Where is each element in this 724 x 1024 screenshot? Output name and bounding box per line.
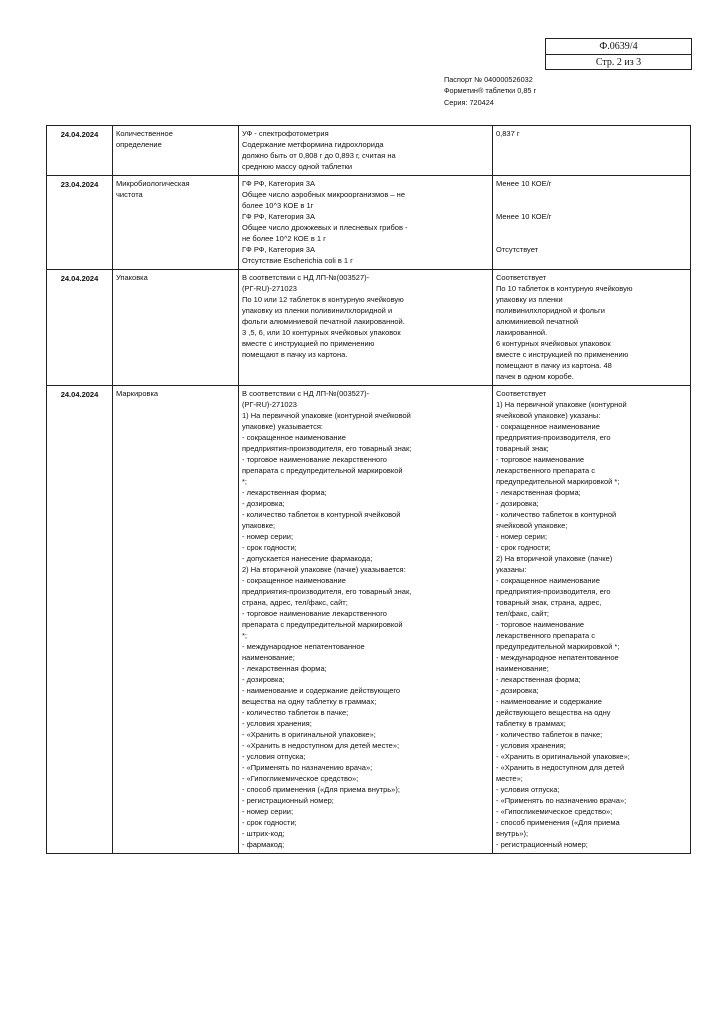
row-result-line: - сокращенное наименование bbox=[496, 576, 600, 585]
row-requirement-line: По 10 или 12 таблеток в контурную ячейковую bbox=[242, 295, 404, 304]
passport-header bbox=[444, 74, 536, 108]
row-requirement-line: *; bbox=[242, 631, 248, 640]
row-result-line: - «Хранить в недоступном для детей bbox=[496, 763, 625, 772]
row-requirement-line: - международное непатентованное bbox=[242, 642, 365, 651]
table-row bbox=[47, 270, 691, 386]
row-result-line bbox=[496, 200, 687, 211]
row-result-line: наименование; bbox=[496, 664, 549, 673]
row-requirement-line: - условия хранения; bbox=[242, 719, 312, 728]
row-parameter bbox=[113, 386, 239, 854]
row-requirement bbox=[239, 386, 493, 854]
row-requirement-line: - «Хранить в недоступном для детей месте»; bbox=[242, 741, 400, 750]
row-result-line: таблетку в граммах; bbox=[496, 719, 566, 728]
row-requirement-line: должно быть от 0,808 г до 0,893 г, считая на bbox=[242, 151, 396, 160]
row-requirement-line: - дозировка; bbox=[242, 675, 285, 684]
row-requirement-line: (РГ-RU)-271023 bbox=[242, 400, 297, 409]
table-row bbox=[47, 176, 691, 270]
page-info: Стр. 2 из 3 bbox=[546, 54, 691, 70]
row-result-line: 1) На первичной упаковке (контурной bbox=[496, 400, 627, 409]
row-requirement-line: предприятия-производителя, его товарный знак; bbox=[242, 444, 412, 453]
row-result-line: - торговое наименование bbox=[496, 455, 585, 464]
row-requirement-line: упаковке; bbox=[242, 521, 276, 530]
row-result-line: - дозировка; bbox=[496, 686, 539, 695]
row-requirement-line: - условия отпуска; bbox=[242, 752, 306, 761]
row-parameter-line: определение bbox=[116, 140, 162, 149]
row-requirement-line: - сокращенное наименование bbox=[242, 433, 346, 442]
row-result-line: товарный знак; bbox=[496, 444, 549, 453]
row-parameter bbox=[113, 126, 239, 176]
row-requirement-line: - сокращенное наименование bbox=[242, 576, 346, 585]
table-row bbox=[47, 386, 691, 854]
row-result-line: Соответствует bbox=[496, 389, 547, 398]
row-result-line: 2) На вторичной упаковке (пачке) bbox=[496, 554, 613, 563]
row-requirement-line: вместе с инструкцией по применению bbox=[242, 339, 375, 348]
row-requirement-line: наименование; bbox=[242, 653, 295, 662]
row-result-line: ячейковой упаковке; bbox=[496, 521, 568, 530]
form-code: Ф.0639/4 bbox=[599, 41, 638, 52]
row-result-line: - дозировка; bbox=[496, 499, 539, 508]
row-result-line: вместе с инструкцией по применению bbox=[496, 350, 629, 359]
row-result-line: - сокращенное наименование bbox=[496, 422, 600, 431]
row-result-line: - регистрационный номер; bbox=[496, 840, 588, 849]
row-result-line: - «Применять по назначению врача»; bbox=[496, 796, 627, 805]
row-requirement-line: 1) На первичной упаковке (контурной ячейковой bbox=[242, 411, 411, 420]
row-parameter-line: чистота bbox=[116, 190, 143, 199]
row-result-line: Отсутствует bbox=[496, 245, 539, 254]
row-parameter bbox=[113, 270, 239, 386]
row-requirement-line: - торговое наименование лекарственного bbox=[242, 609, 387, 618]
row-requirement-line: - лекарственная форма; bbox=[242, 488, 327, 497]
row-result-line: ячейковой упаковке) указаны: bbox=[496, 411, 601, 420]
row-requirement-line: 3 ,5, 6, или 10 контурных ячейковых упаковок bbox=[242, 328, 401, 337]
row-result-line: предприятия-производителя, его bbox=[496, 587, 611, 596]
row-requirement-line: - номер серии; bbox=[242, 532, 294, 541]
row-result-line bbox=[496, 222, 687, 233]
row-requirement-line: - срок годности; bbox=[242, 543, 297, 552]
row-requirement-line: УФ - спектрофотометрия bbox=[242, 129, 329, 138]
passport-number: Паспорт № 040000526032 bbox=[444, 75, 533, 84]
row-result-line: предупредительной маркировкой *; bbox=[496, 477, 620, 486]
row-result-line: - количество таблеток в контурной bbox=[496, 510, 617, 519]
row-requirement-line: В соответствии с НД ЛП-№(003527)- bbox=[242, 273, 370, 282]
row-result-line: Менее 10 КОЕ/г bbox=[496, 179, 552, 188]
row-requirement bbox=[239, 126, 493, 176]
row-result-line: Менее 10 КОЕ/г bbox=[496, 212, 552, 221]
row-requirement-line: не более 10^2 КОЕ в 1 г bbox=[242, 234, 326, 243]
row-result-line: - количество таблеток в пачке; bbox=[496, 730, 603, 739]
row-requirement-line: упаковке) указывается: bbox=[242, 422, 323, 431]
row-requirement-line: препарата с предупредительной маркировкой bbox=[242, 466, 403, 475]
row-result-line: Соответствует bbox=[496, 273, 547, 282]
row-result-line: - срок годности; bbox=[496, 543, 551, 552]
row-date: 24.04.2024 bbox=[47, 126, 113, 176]
row-requirement-line: препарата с предупредительной маркировкой bbox=[242, 620, 403, 629]
row-requirement-line: - наименование и содержание действующего bbox=[242, 686, 401, 695]
row-result-line: - лекарственная форма; bbox=[496, 488, 581, 497]
row-requirement-line: - торговое наименование лекарственного bbox=[242, 455, 387, 464]
row-requirement-line: - «Хранить в оригинальной упаковке»; bbox=[242, 730, 376, 739]
row-requirement-line: - срок годности; bbox=[242, 818, 297, 827]
row-requirement bbox=[239, 270, 493, 386]
row-requirement-line: - допускается нанесение фармакода; bbox=[242, 554, 373, 563]
row-result bbox=[493, 126, 691, 176]
row-result-line: - способ применения («Для приема bbox=[496, 818, 620, 827]
row-requirement-line: - «Применять по назначению врача»; bbox=[242, 763, 373, 772]
row-parameter-line: Упаковка bbox=[116, 273, 148, 282]
row-result-line: алюминиевой печатной bbox=[496, 317, 579, 326]
row-result-line: предупредительной маркировкой *; bbox=[496, 642, 620, 651]
row-result-line: предприятия-производителя, его bbox=[496, 433, 611, 442]
row-result-line: упаковку из пленки bbox=[496, 295, 563, 304]
row-result-line: - номер серии; bbox=[496, 532, 548, 541]
row-result-line: - лекарственная форма; bbox=[496, 675, 581, 684]
row-result-line: действующего вещества на одну bbox=[496, 708, 611, 717]
row-requirement-line: предприятия-производителя, его товарный знак, bbox=[242, 587, 412, 596]
row-result-line: 0,837 г bbox=[496, 129, 520, 138]
row-requirement-line: - регистрационный номер; bbox=[242, 796, 334, 805]
row-result-line: поливинилхлоридной и фольги bbox=[496, 306, 605, 315]
row-result-line: пачек в одном коробе. bbox=[496, 372, 574, 381]
row-parameter bbox=[113, 176, 239, 270]
row-requirement-line: В соответствии с НД ЛП-№(003527)- bbox=[242, 389, 370, 398]
row-result-line: месте»; bbox=[496, 774, 523, 783]
row-requirement bbox=[239, 176, 493, 270]
row-requirement-line: Содержание метформина гидрохлорида bbox=[242, 140, 384, 149]
row-requirement-line: Общее число аэробных микроорганизмов – не bbox=[242, 190, 405, 199]
row-requirement-line: упаковку из пленки поливинилхлоридной и bbox=[242, 306, 393, 315]
series-number: Серия: 720424 bbox=[444, 97, 494, 107]
row-requirement-line: - количество таблеток в пачке; bbox=[242, 708, 349, 717]
row-requirement-line: - количество таблеток в контурной ячейковой bbox=[242, 510, 401, 519]
product-name: Форметин® таблетки 0,85 г bbox=[444, 86, 537, 96]
row-result-line: лекарственного препарата с bbox=[496, 631, 596, 640]
row-parameter-line: Маркировка bbox=[116, 389, 159, 398]
row-requirement-line: - дозировка; bbox=[242, 499, 285, 508]
row-requirement-line: ГФ РФ, Категория 3А bbox=[242, 245, 315, 254]
row-result-line: лакированной. bbox=[496, 328, 548, 337]
row-result-line: - торговое наименование bbox=[496, 620, 585, 629]
row-requirement-line: среднюю массу одной таблетки bbox=[242, 162, 353, 171]
row-parameter-line: Микробиологическая bbox=[116, 179, 190, 188]
row-requirement-line: Отсутствие Escherichia coli в 1 г bbox=[242, 256, 353, 265]
row-result-line: лекарственного препарата с bbox=[496, 466, 596, 475]
test-results-table bbox=[46, 125, 691, 854]
row-requirement-line: помещают в пачку из картона. bbox=[242, 350, 348, 359]
row-result-line bbox=[496, 189, 687, 200]
row-result-line: указаны: bbox=[496, 565, 527, 574]
row-result-line: - наименование и содержание bbox=[496, 697, 602, 706]
row-date: 24.04.2024 bbox=[47, 270, 113, 386]
row-date: 24.04.2024 bbox=[47, 386, 113, 854]
row-requirement-line: - лекарственная форма; bbox=[242, 664, 327, 673]
row-result-line: - условия хранения; bbox=[496, 741, 566, 750]
row-result bbox=[493, 176, 691, 270]
row-result bbox=[493, 270, 691, 386]
row-result-line: - «Хранить в оригинальной упаковке»; bbox=[496, 752, 630, 761]
row-result-line: тел/факс, сайт; bbox=[496, 609, 549, 618]
row-result bbox=[493, 386, 691, 854]
row-result-line: товарный знак, страна, адрес, bbox=[496, 598, 602, 607]
row-parameter-line: Количественное bbox=[116, 129, 173, 138]
row-requirement-line: - штрих-код; bbox=[242, 829, 285, 838]
row-requirement-line: фольги алюминиевой печатной лакированной. bbox=[242, 317, 405, 326]
table-row bbox=[47, 126, 691, 176]
row-requirement-line: ГФ РФ, Категория 3А bbox=[242, 179, 315, 188]
row-requirement-line: Общее число дрожжевых и плесневых грибов - bbox=[242, 223, 408, 232]
row-requirement-line: - способ применения («Для приема внутрь»); bbox=[242, 785, 400, 794]
row-result-line: внутрь»); bbox=[496, 829, 529, 838]
row-result-line: помещают в пачку из картона. 48 bbox=[496, 361, 612, 370]
row-result-line: По 10 таблеток в контурную ячейковую bbox=[496, 284, 633, 293]
row-requirement-line: ГФ РФ, Категория 3А bbox=[242, 212, 315, 221]
row-requirement-line: более 10^3 КОЕ в 1г bbox=[242, 201, 314, 210]
row-requirement-line: *; bbox=[242, 477, 248, 486]
row-requirement-line: - «Гипогликемическое средство»; bbox=[242, 774, 359, 783]
row-date: 23.04.2024 bbox=[47, 176, 113, 270]
row-result-line: - международное непатентованное bbox=[496, 653, 619, 662]
row-requirement-line: страна, адрес, тел/факс, сайт; bbox=[242, 598, 348, 607]
row-requirement-line: - фармакод; bbox=[242, 840, 285, 849]
row-requirement-line: (РГ-RU)-271023 bbox=[242, 284, 297, 293]
row-result-line: - условия отпуска; bbox=[496, 785, 560, 794]
row-result-line: 6 контурных ячейковых упаковок bbox=[496, 339, 611, 348]
row-result-line bbox=[496, 233, 687, 244]
row-result-line: - «Гипогликемическое средство»; bbox=[496, 807, 613, 816]
form-code-box bbox=[545, 38, 692, 70]
row-requirement-line: вещества на одну таблетку в граммах; bbox=[242, 697, 377, 706]
row-requirement-line: - номер серии; bbox=[242, 807, 294, 816]
row-requirement-line: 2) На вторичной упаковке (пачке) указывается: bbox=[242, 565, 406, 574]
